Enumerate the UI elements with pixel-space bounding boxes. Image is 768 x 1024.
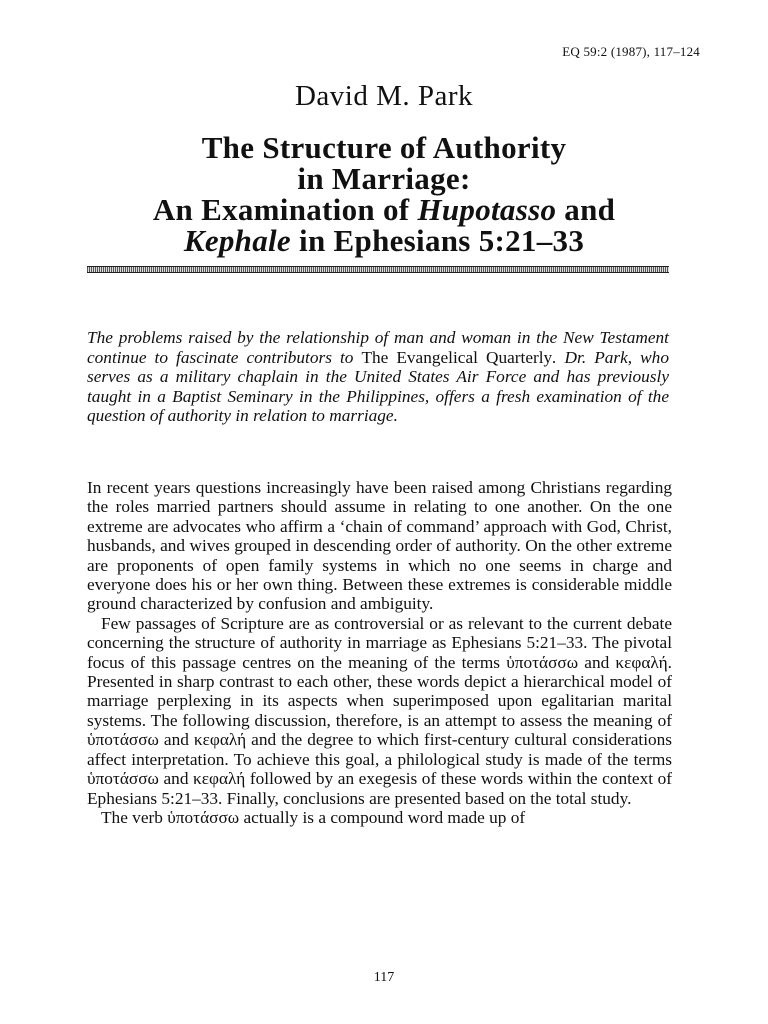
abstract-part-2: . Dr. Park, who serves as a military chaplain in the United States Air Force and has previously taught in a Baptist Seminary in the Philippines, offers a fresh examination of the question of authority in relation to marriage. bbox=[87, 347, 669, 426]
title-line-1: The Structure of Authority bbox=[201, 130, 567, 165]
body-paragraph-2: Few passages of Scripture are as controversial or as relevant to the current debate concerning the structure of authority in marriage as Ephesians 5:21–33. The pivotal focus of this passage centres on the meaning of the terms ὑποτάσσω and κεφαλή. Presented in sharp contrast to each other, these words depict a hierarchical model of marriage perplexing in its aspects when superimposed upon egalitarian marital systems. The following discussion, therefore, is an attempt to assess the meaning of ὑποτάσσω and κεφαλή and the degree to which first-century cultural considerations affect interpretation. To achieve this goal, a philological study is made of the terms ὑποτάσσω and κεφαλή followed by an exegesis of these words within the context of Ephesians 5:21–33. Finally, conclusions are presented based on the total study. bbox=[87, 613, 672, 808]
author-name: David M. Park bbox=[294, 80, 474, 112]
title-line-3-post: and bbox=[556, 192, 616, 227]
title-line-2: in Marriage: bbox=[297, 161, 471, 196]
body-paragraph-1: In recent years questions increasingly have been raised among Christians regarding the roles married partners should assume in relating to one another. On the one extreme are advocates who affirm a ‘chain of command’ approach with God, Christ, husbands, and wives grouped in descending order of authority. On the other extreme are proponents of open family systems in which no one seems in charge and everyone does his or her own thing. Between these extremes is considerable middle ground characterized by confusion and ambiguity. bbox=[87, 478, 672, 614]
abstract-journal-name: The Evangelical Quarterly bbox=[361, 347, 553, 367]
title-line-3 bbox=[84, 194, 684, 225]
abstract bbox=[87, 328, 669, 426]
journal-citation: EQ 59:2 (1987), 117–124 bbox=[562, 44, 700, 59]
article-title bbox=[84, 132, 684, 256]
page-number: 117 bbox=[373, 970, 395, 985]
title-rule bbox=[87, 266, 669, 273]
title-term-kephale: Kephale bbox=[183, 223, 291, 258]
article-body bbox=[87, 478, 672, 827]
title-line-3-pre: An Examination of bbox=[152, 192, 418, 227]
abstract-part-1: The problems raised by the relationship of man and woman in the New Testament continue to fascinate contributors to bbox=[87, 328, 669, 367]
body-paragraph-3: The verb ὑποτάσσω actually is a compound word made up of bbox=[101, 807, 526, 827]
title-line-4-post: in Ephesians 5:21–33 bbox=[291, 223, 585, 258]
title-term-hupotasso: Hupotasso bbox=[417, 192, 557, 227]
title-line-4 bbox=[84, 225, 684, 256]
